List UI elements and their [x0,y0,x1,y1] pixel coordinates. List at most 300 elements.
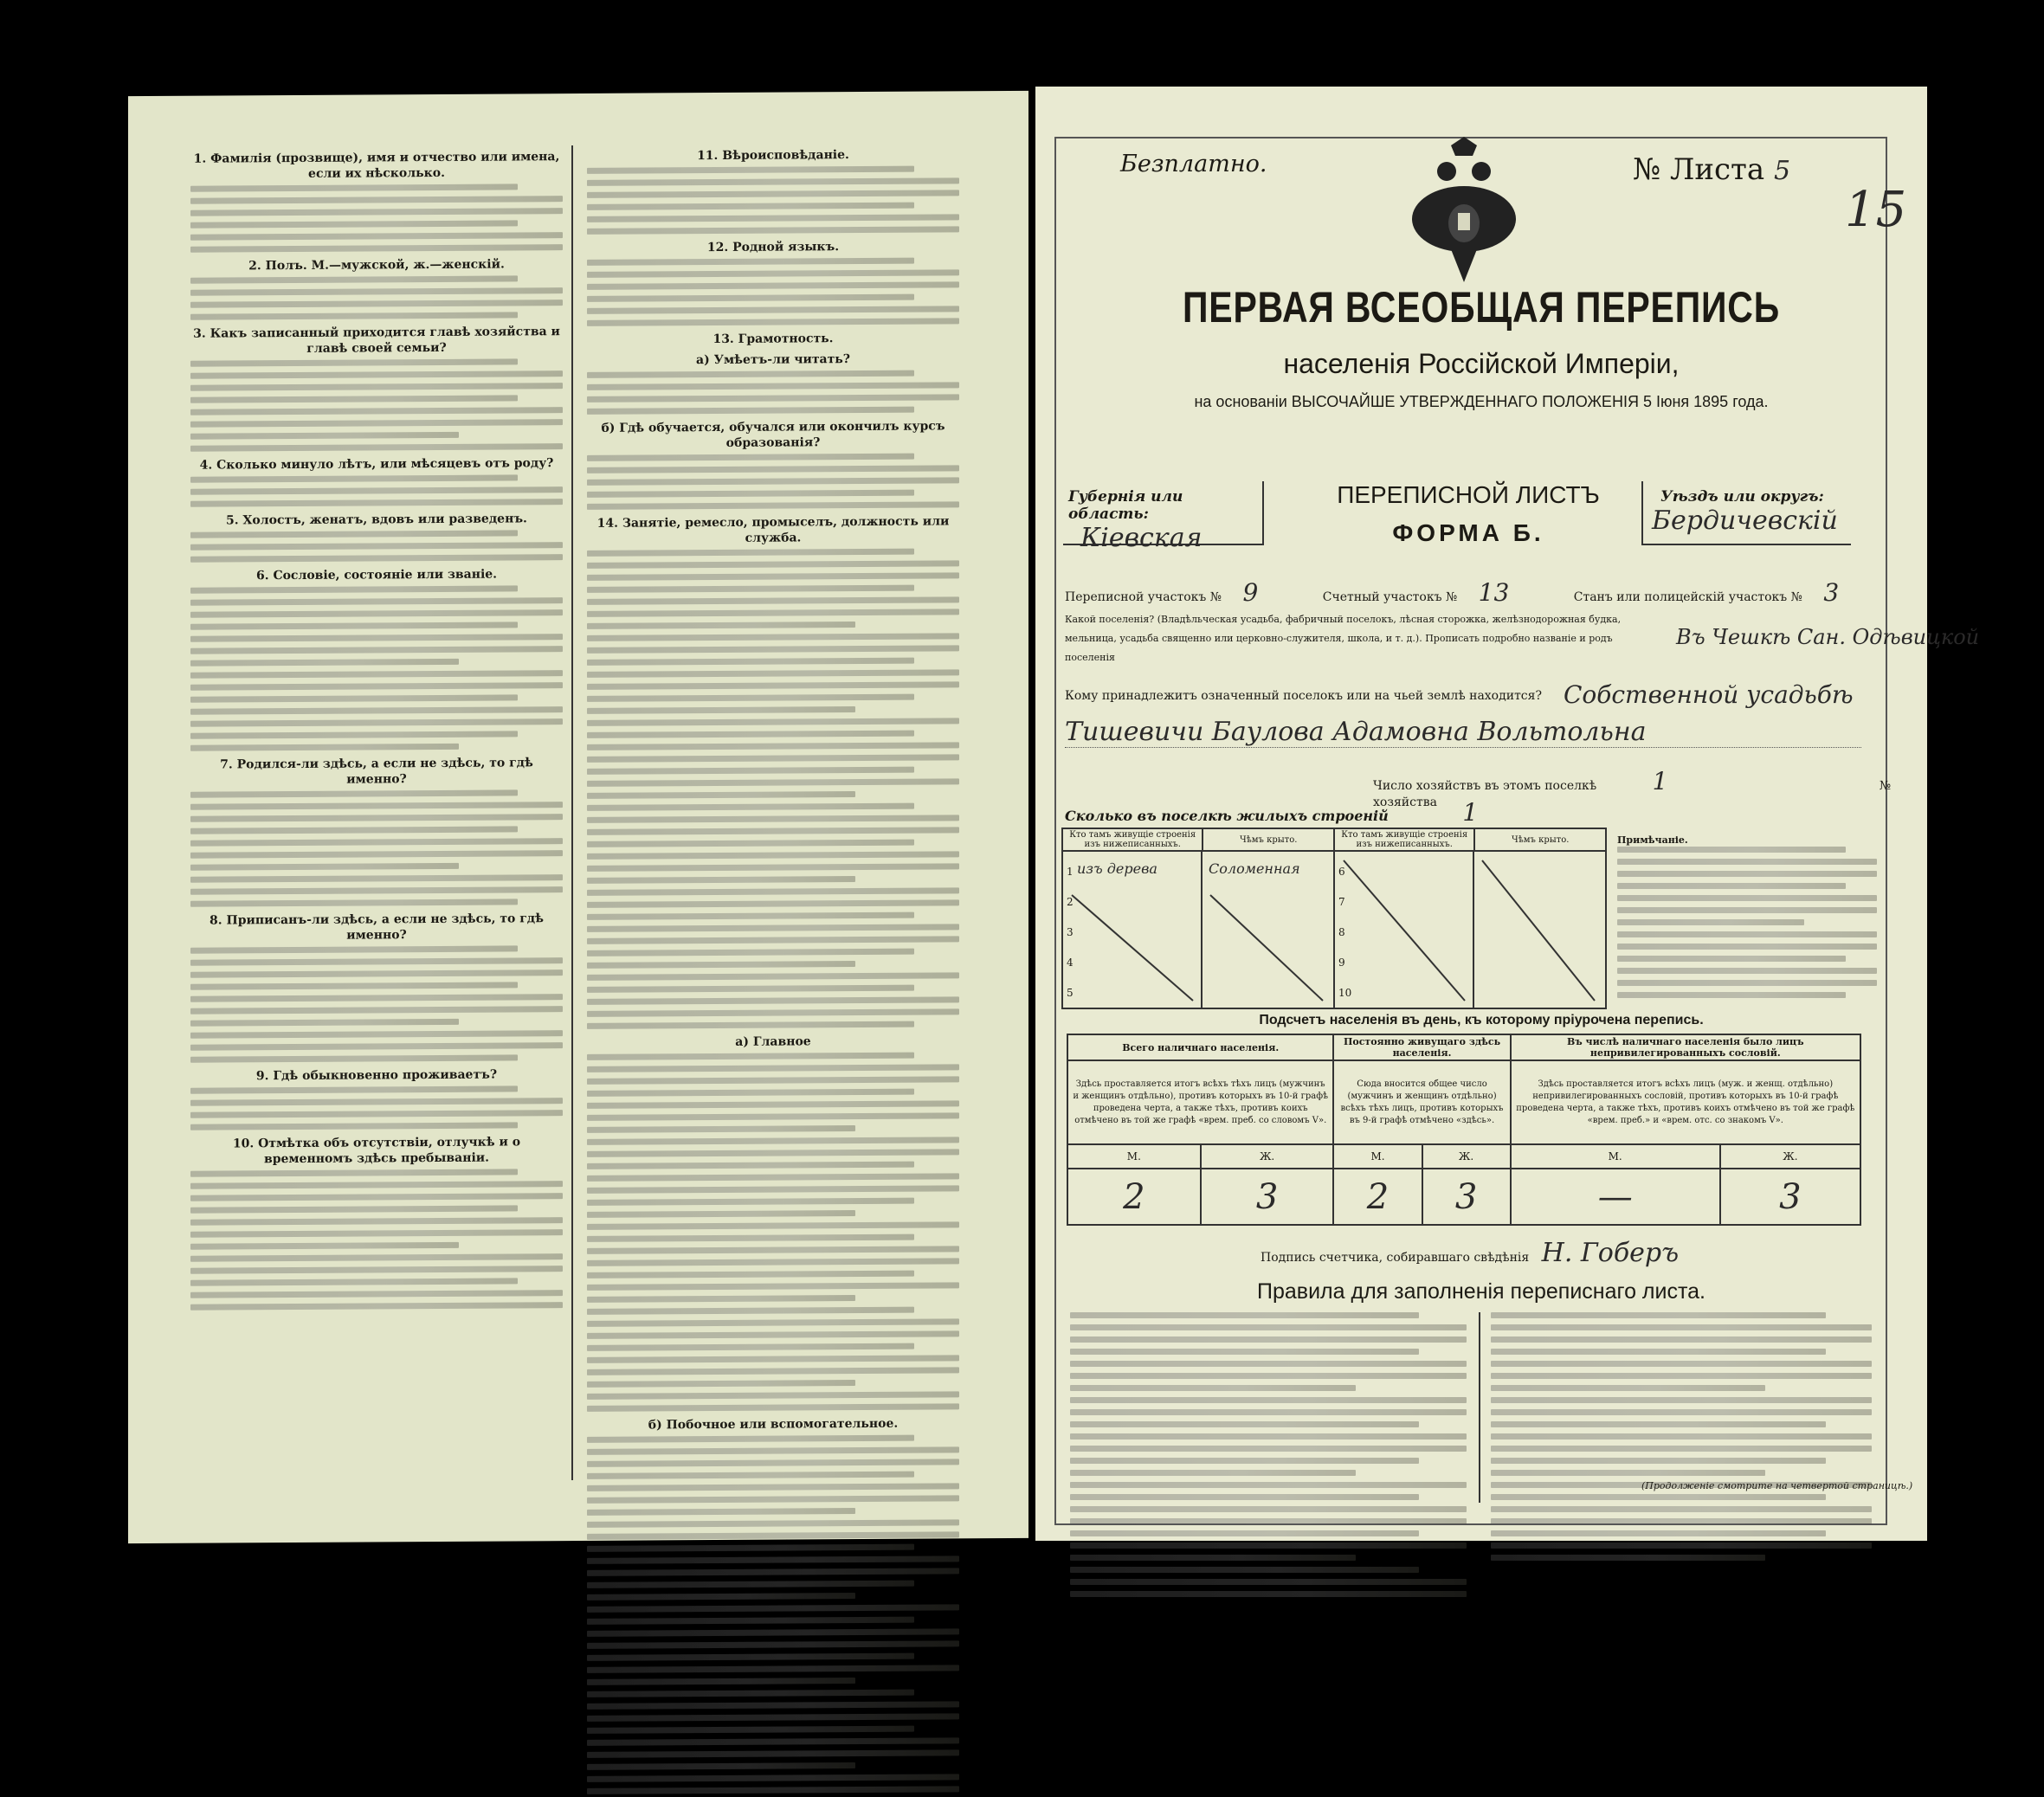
text-line [190,898,518,906]
text-line [587,949,914,956]
building-row-number: 10 [1338,987,1352,999]
text-line [587,899,959,908]
text-line [587,972,959,981]
text-line [587,407,914,415]
text-line [190,838,563,847]
text-line [190,407,563,415]
note-block: Примѣчаніе. [1617,834,1877,1004]
text-line [1070,1543,1467,1549]
instructions-column-2 [587,141,959,1489]
rules-footer: (Продолженіе смотрите на четвертой страницѣ.) [1641,1480,1913,1491]
text-line [587,827,959,835]
text-line [587,912,914,920]
text-line [1617,847,1846,853]
uezd-box: Уѣздъ или округъ: Бердичевскій [1641,481,1851,545]
text-line [190,646,563,654]
text-line [587,742,959,750]
text-line [190,1229,563,1238]
text-line [1491,1530,1826,1536]
building-row-number: 2 [1067,896,1074,908]
imperial-eagle-emblem [1399,137,1529,284]
text-line [587,1053,914,1060]
text-line [190,1030,563,1039]
text-line [587,681,959,690]
sheet-number-label: № Листа 5 [1633,152,1791,187]
text-line [190,1205,518,1213]
text-line [587,706,855,714]
text-line [587,1472,914,1479]
text-line [1491,1506,1872,1512]
text-line [1491,1336,1872,1343]
text-line [190,232,563,241]
building-row-number: 4 [1067,956,1074,969]
text-line [1491,1349,1826,1355]
text-line [587,1581,914,1588]
text-line [190,957,563,966]
text-line [587,1318,959,1327]
text-line [1617,859,1877,865]
text-line [190,474,518,482]
text-line [587,1271,914,1279]
text-line [1070,1324,1467,1330]
text-line [190,585,518,593]
text-line [587,1749,959,1758]
text-line [190,1122,518,1130]
instruction-heading: а) Главное [735,1034,811,1049]
text-line [1491,1409,1872,1415]
text-line [587,1665,959,1673]
text-line [587,1234,914,1242]
text-line [587,1690,914,1697]
instruction-heading: 6. Сословіе, состояніе или званіе. [255,567,498,583]
stan-value: 3 [1823,578,1840,607]
text-line [190,1110,563,1118]
text-line [190,1290,563,1298]
text-line [587,1112,959,1121]
text-line [1070,1506,1467,1512]
text-line [190,542,563,551]
text-line [587,645,959,654]
instruction-heading: 10. Отмѣтка объ отсутствіи, отлучкѣ и о временномъ здѣсь пребываніи. [232,1135,521,1167]
settlement-label: Какой поселенія? (Владѣльческая усадьба, фабричный поселокъ, лѣсная сторожка, желѣзнодорожная будка, мельница, усадьба священно или церковно-служителя, школа, и т. д.). Прописать подробно названіе и родъ поселенія [1065,614,1622,663]
text-line [190,1217,563,1226]
district-line: Переписной участокъ № 9 Счетный участокъ № 13 Станъ или полицейскій участокъ № 3 [1065,578,1840,607]
text-line [587,477,959,486]
text-line [190,287,563,296]
text-line [587,306,959,314]
text-line [1070,1567,1419,1573]
text-line [190,1266,563,1274]
text-line [587,585,914,593]
text-line [1617,944,1877,950]
text-line [587,394,959,403]
instruction-heading: 9. Гдѣ обыкновенно проживаетъ? [255,1067,498,1084]
text-line [587,226,959,235]
text-line [587,1295,855,1303]
text-line [587,767,914,775]
text-line [190,1098,563,1106]
rules-divider [1479,1312,1480,1503]
text-line [587,1495,959,1504]
text-line [587,1519,959,1528]
sex-column-label: М. [1511,1144,1720,1169]
text-line [587,1617,914,1625]
text-line [587,1762,855,1770]
text-line [587,1604,959,1613]
settlement-value: Въ Чешкѣ Сан. Одѣвицкой [1676,625,1980,649]
owner-value-1: Собственной усадьбѣ [1564,680,1854,709]
population-count-table: Всего наличнаго населенія. Постоянно живущаго здѣсь населенія. Въ числѣ наличнаго населенія было лицъ непривилегированныхъ сословій. Здѣсь проставляется итогъ всѣхъ тѣхъ лицъ (мужчинъ и женщинъ отдѣльно), противъ которыхъ въ 10-й графѣ проведена черта, а также тѣхъ, противъ коихъ отмѣчено въ той же графѣ «врем. преб. со словомъ V». Сюда вносится общее число (мужчинъ и женщинъ отдѣльно) всѣхъ тѣхъ лицъ, противъ которыхъ въ 9-й графѣ отмѣчено «здѣсь». Здѣсь проставляется итогъ всѣхъ лицъ (муж. и женщ. отдѣльно) непривилегированныхъ сословій, противъ которыхъ въ 10-й графѣ проведена черта, а также тѣхъ, противъ коихъ отмѣчено въ той же графѣ «врем. преб.» и «врем. отс. со знакомъ V». М. Ж. М. Ж. М. Ж. 2 3 2 3 — 3 [1067,1034,1861,1226]
text-line [190,1042,563,1051]
instruction-heading: а) Умѣетъ-ли читать? [696,352,850,368]
text-line [190,789,518,797]
text-line [1070,1385,1356,1391]
text-line [587,1246,959,1254]
text-line [587,851,959,860]
owner-value-2: Тишевичи Баулова Адамовна Вольтольна [1065,717,1861,748]
left-page-instructions [128,91,1028,1543]
building-1-roof: Соломенная [1209,860,1300,877]
text-line [587,1786,959,1794]
sex-column-label: Ж. [1201,1144,1334,1169]
text-line [587,1678,855,1685]
text-line [190,969,563,978]
instruction-heading: 8. Приписанъ-ли здѣсь, а если не здѣсь, то гдѣ именно? [210,911,544,943]
text-line [1070,1421,1419,1427]
text-line [190,1054,518,1062]
text-line [587,190,959,198]
text-line [190,244,563,253]
text-line [1491,1458,1826,1464]
text-line [190,395,518,403]
text-line [587,1173,959,1182]
instruction-heading: б) Гдѣ обучается, обучался или окончилъ курсъ образованія? [601,419,945,450]
text-line [587,203,914,210]
right-page-census-form [1035,87,1980,1541]
text-line [587,1089,914,1097]
text-line [587,454,914,461]
text-line [587,1307,914,1315]
text-line [1070,1409,1467,1415]
text-line [1070,1336,1467,1343]
text-line [190,597,563,606]
enumerator-line: Подпись счетчика, собиравшаго свѣдѣнія Н. Гоберъ [1261,1238,1680,1268]
text-line [587,1568,959,1576]
text-line [190,554,563,563]
text-line [587,1380,855,1388]
text-line [190,1253,563,1262]
text-line [587,936,959,944]
text-line [587,166,914,174]
text-line [190,419,563,428]
text-line [587,863,959,872]
text-line [1070,1518,1467,1524]
instruction-heading: 2. Полъ. М.—мужской, ж.—женскій. [248,257,505,274]
instructions-column-1 [190,144,563,1491]
gubernia-value: Кіевская [1080,523,1203,553]
text-line [1491,1361,1872,1367]
text-line [587,840,914,847]
count-value: 3 [1201,1169,1334,1225]
text-line [1491,1494,1826,1500]
text-line [190,184,518,191]
sheet-type: ПЕРЕПИСНОЙ ЛИСТЪ [1337,481,1600,508]
text-line [190,718,563,727]
form-subtitle: населенія Россійской Имперіи, [1283,348,1680,379]
text-line [1617,931,1877,937]
text-line [1617,956,1846,962]
form-title: ПЕРВАЯ ВСЕОБЩАЯ ПЕРЕПИСЬ [1182,283,1781,332]
text-line [1070,1591,1467,1597]
text-line [190,994,563,1002]
text-line [1070,1482,1467,1488]
building-row-number: 1 [1067,866,1074,878]
text-line [190,1193,563,1201]
text-line [587,1100,959,1109]
text-line [190,622,518,629]
text-line [1491,1555,1765,1561]
text-line [587,1435,914,1443]
text-line [190,731,518,738]
rules-column-1 [1070,1312,1467,1503]
text-line [587,1713,959,1722]
text-line [1491,1470,1765,1476]
text-line [587,1137,959,1145]
text-line [1491,1433,1872,1440]
text-line [587,1628,959,1637]
rules-title: Правила для заполненія переписнаго листа. [1257,1279,1705,1304]
text-line [1070,1446,1467,1452]
text-line [190,659,459,667]
text-line [587,382,959,390]
text-line [587,1076,959,1085]
text-line [587,1640,959,1649]
building-row-number: 6 [1338,866,1345,878]
text-line [587,1258,959,1266]
text-line [190,814,563,822]
buildings-value: 1 [1462,798,1479,827]
text-line [190,275,518,283]
text-line [587,961,855,969]
sex-column-label: М. [1067,1144,1201,1169]
text-line [587,1149,959,1157]
text-line [587,1367,959,1375]
text-line [587,560,959,569]
text-line [587,1021,914,1029]
text-line [587,465,959,473]
text-line [190,312,518,319]
text-line [587,1064,959,1072]
text-line [587,876,855,884]
text-line [1070,1349,1419,1355]
text-line [190,1019,459,1027]
text-line [190,634,563,642]
form-basis: на основаніи ВЫСОЧАЙШЕ УТВЕРЖДЕННАГО ПОЛОЖЕНІЯ 5 Іюня 1895 года. [1194,393,1769,410]
text-line [190,530,518,538]
text-line [190,1302,563,1311]
text-line [587,803,914,811]
text-line [587,1210,855,1218]
text-line [1617,980,1877,986]
text-line [587,1653,914,1661]
text-line [587,1282,959,1291]
text-line [587,370,914,378]
text-line [1491,1397,1872,1403]
text-line [190,945,518,953]
census-district-value: 9 [1242,578,1259,607]
text-line [587,622,855,629]
text-line [190,609,563,618]
text-line [587,1125,855,1133]
text-line [1070,1373,1467,1379]
enumerator-signature: Н. Гоберъ [1541,1238,1680,1268]
text-line [190,982,518,989]
text-line [587,1185,959,1194]
text-line [587,549,914,557]
text-line [587,1198,914,1206]
text-line [1617,919,1804,925]
form-type: ФОРМА Б. [1392,519,1544,546]
count-title: Подсчетъ населенія въ день, къ которому пріурочена перепись. [1259,1013,1704,1027]
instruction-heading: 12. Родной языкъ. [706,240,840,255]
text-line [587,294,914,302]
text-line [587,1593,855,1601]
text-line [587,318,959,326]
instruction-heading: 13. Грамотность. [712,332,834,347]
text-line [1070,1458,1419,1464]
text-line [190,220,518,228]
text-line [1070,1470,1356,1476]
text-line [587,1403,959,1412]
text-line [587,269,959,278]
building-row-number: 5 [1067,987,1074,999]
corner-mark: 15 [1845,182,1907,238]
building-row-number: 3 [1067,926,1074,938]
text-line [190,1242,459,1250]
owner-label: Кому принадлежитъ означенный поселокъ или на чьей землѣ находится? [1065,689,1542,703]
text-line [190,886,563,895]
sex-column-label: М. [1333,1144,1422,1169]
text-line [1070,1530,1419,1536]
text-line [190,1181,563,1189]
text-line [190,358,518,366]
text-line [190,196,563,204]
text-line [1617,992,1846,998]
text-line [1491,1446,1872,1452]
text-line [190,499,563,507]
text-line [587,1726,914,1734]
text-line [190,682,563,691]
households-value: 1 [1652,767,1668,795]
text-line [190,208,563,216]
instruction-heading: 1. Фамилія (прозвище), имя и отчество или имена, если их нѣсколько. [193,150,560,181]
buildings-label: Сколько въ поселкѣ жилыхъ строеній 1 [1065,798,1479,827]
building-1-material: изъ дерева [1077,860,1157,877]
text-line [587,1737,959,1746]
building-row-number: 9 [1338,956,1345,969]
text-line [1491,1324,1872,1330]
count-value: 3 [1422,1169,1511,1225]
text-line [190,670,563,679]
text-line [587,1774,959,1782]
text-line [587,281,959,290]
text-line [587,633,959,641]
text-line [190,826,518,834]
text-line [1617,907,1877,913]
text-line [587,177,959,186]
count-value: 3 [1720,1169,1860,1225]
gubernia-box: Губернія или область: Кіевская [1063,481,1264,545]
column-divider [571,145,573,1480]
text-line [587,778,959,787]
building-row-number: 7 [1338,896,1345,908]
text-line [1491,1421,1826,1427]
text-line [587,1531,959,1540]
instruction-heading: 3. Какъ записанный приходится главѣ хозяйства и главѣ своей семьи? [193,325,560,356]
count-district-value: 13 [1478,578,1510,607]
text-line [587,924,959,932]
text-line [190,486,563,495]
text-line [190,706,563,715]
text-line [1491,1373,1872,1379]
text-line [587,1008,959,1017]
text-line [190,802,563,810]
text-line [1070,1312,1419,1318]
free-label: Безплатно. [1120,151,1267,177]
text-line [587,815,959,823]
sex-column-label: Ж. [1422,1144,1511,1169]
text-line [1617,895,1877,901]
text-line [587,1221,959,1230]
text-line [190,370,563,379]
buildings-table: Кто тамъ живущіе строенія изъ нижеписанныхъ. Чѣмъ крыто. Кто тамъ живущіе строенія изъ нижеписанныхъ. Чѣмъ крыто. 1 2 3 4 5 изъ дерева Соломенная 6 7 8 9 10 [1061,828,1607,1009]
text-line [190,1169,518,1176]
text-line [587,669,959,678]
text-line [587,501,959,510]
text-line [190,874,563,883]
text-line [587,1162,914,1169]
text-line [1070,1397,1467,1403]
text-line [587,887,959,896]
text-line [587,258,914,266]
text-line [587,1544,914,1552]
text-line [1070,1579,1467,1585]
text-line [190,300,563,308]
count-value: — [1511,1169,1720,1225]
text-line [587,490,914,498]
text-line [587,1508,855,1516]
instruction-heading: 7. Родился-ли здѣсь, а если не здѣсь, то гдѣ именно? [220,756,533,787]
instruction-heading: 14. Занятіе, ремесло, промыселъ, должность или служба. [596,514,950,545]
text-line [587,996,959,1005]
text-line [190,1085,518,1093]
text-line [587,1355,959,1363]
sheet-number-value: 5 [1773,156,1791,186]
text-line [587,572,959,581]
sex-column-label: Ж. [1720,1144,1860,1169]
rules-column-2 [1491,1312,1872,1477]
text-line [190,850,563,859]
text-line [190,383,563,391]
instruction-heading: 4. Сколько минуло лѣтъ, или мѣсяцевъ отъ роду? [199,456,554,473]
text-line [1070,1433,1467,1440]
text-line [587,985,914,993]
text-line [190,863,459,871]
text-line [587,1459,959,1467]
text-line [587,1555,959,1564]
instruction-heading: 11. Вѣроисповѣданіе. [697,148,849,164]
text-line [1070,1494,1419,1500]
